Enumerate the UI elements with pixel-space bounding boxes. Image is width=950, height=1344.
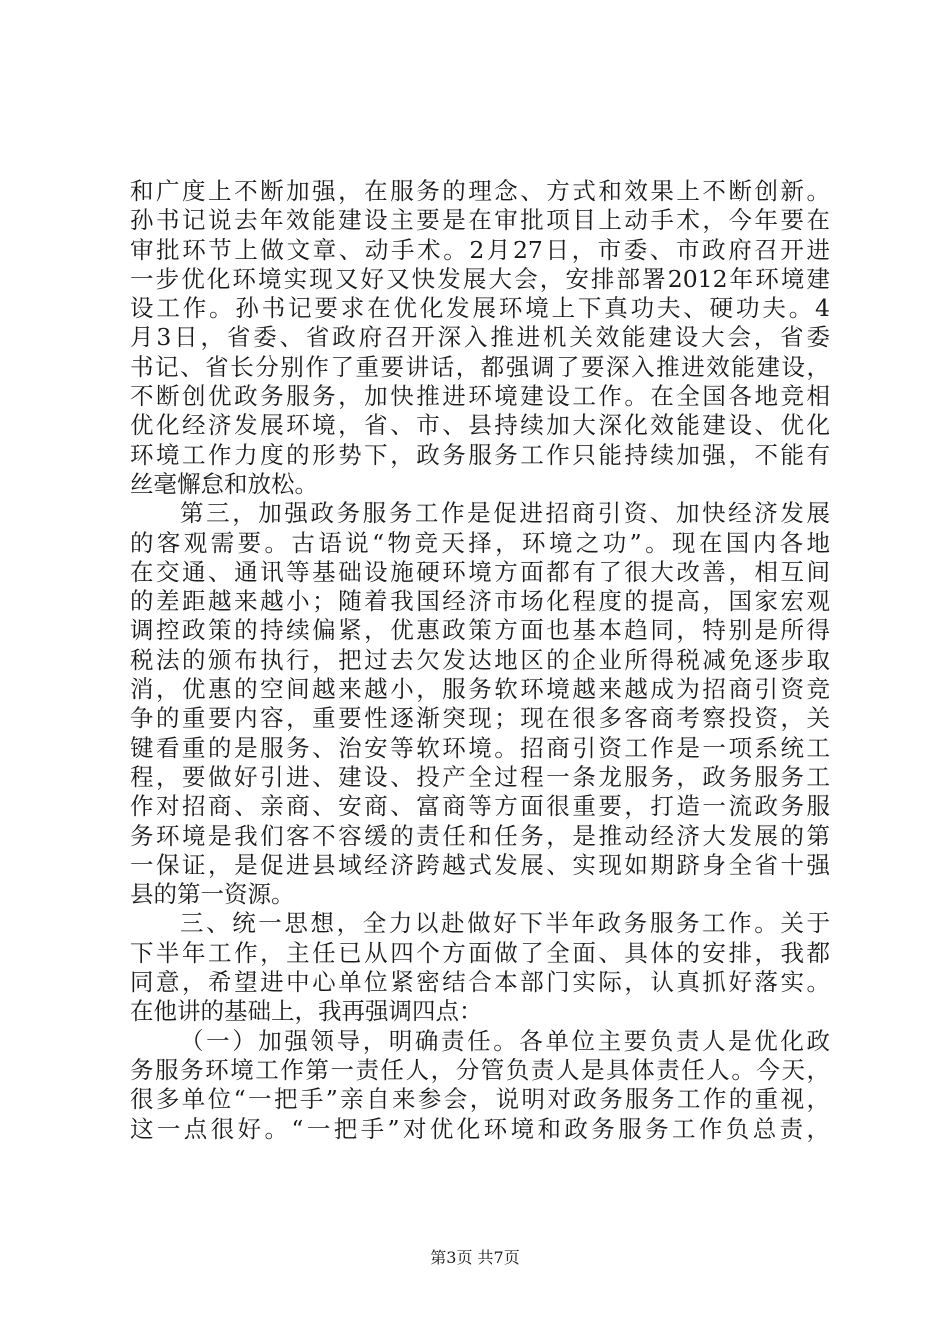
text-line: 消，优惠的空间越来越小，服务软环境越来越成为招商引资竞 <box>130 675 830 704</box>
page-footer: 第3页 共7页 <box>430 1248 520 1267</box>
text-line: 审批环节上做文章、动手术。2月27日，市委、市政府召开进 <box>130 235 830 264</box>
text-line: 县的第一资源。 <box>130 880 295 909</box>
text-line: 不断创优政务服务，加快推进环境建设工作。在全国各地竞相 <box>130 382 830 411</box>
text-line: 同意，希望进中心单位紧密结合本部门实际，认真抓好落实。 <box>130 968 830 997</box>
document-body <box>130 177 830 1144</box>
text-line: 孙书记说去年效能建设主要是在审批项目上动手术，今年要在 <box>130 206 830 235</box>
text-line: 键看重的是服务、治安等软环境。招商引资工作是一项系统工 <box>130 733 830 762</box>
text-line: 争的重要内容，重要性逐渐突现；现在很多客商考察投资，关 <box>130 704 830 733</box>
text-line: 下半年工作，主任已从四个方面做了全面、具体的安排，我都 <box>130 938 830 967</box>
text-line: 丝毫懈怠和放松。 <box>130 469 318 498</box>
text-line: 的差距越来越小；随着我国经济市场化程度的提高，国家宏观 <box>130 587 830 616</box>
text-line: 优化经济发展环境，省、市、县持续加大深化效能建设、优化 <box>130 411 830 440</box>
text-line: （一）加强领导，明确责任。各单位主要负责人是优化政 <box>180 1026 830 1055</box>
text-line: 务环境是我们客不容缓的责任和任务，是推动经济大发展的第 <box>130 821 830 850</box>
text-line: 在交通、通讯等基础设施硬环境方面都有了很大改善，相互间 <box>130 557 830 586</box>
text-line: 很多单位“一把手”亲自来参会，说明对政务服务工作的重视， <box>130 1085 830 1114</box>
text-line: 这一点很好。“一把手”对优化环境和政务服务工作负总责， <box>130 1114 830 1143</box>
text-line: 作对招商、亲商、安商、富商等方面很重要，打造一流政务服 <box>130 792 830 821</box>
text-line: 月3日，省委、省政府召开深入推进机关效能建设大会，省委 <box>130 323 830 352</box>
text-line: 第三，加强政务服务工作是促进招商引资、加快经济发展 <box>180 499 830 528</box>
text-line: 书记、省长分别作了重要讲话，都强调了要深入推进效能建设， <box>130 352 830 381</box>
text-line: 环境工作力度的形势下，政务服务工作只能持续加强，不能有 <box>130 440 830 469</box>
text-line: 调控政策的持续偏紧，优惠政策方面也基本趋同，特别是所得 <box>130 616 830 645</box>
text-line: 程，要做好引进、建设、投产全过程一条龙服务，政务服务工 <box>130 762 830 791</box>
text-line: 的客观需要。古语说“物竞天择，环境之功”。现在国内各地 <box>130 528 830 557</box>
text-line: 税法的颁布执行，把过去欠发达地区的企业所得税减免逐步取 <box>130 645 830 674</box>
text-line: 三、统一思想，全力以赴做好下半年政务服务工作。关于 <box>180 909 830 938</box>
text-line: 和广度上不断加强，在服务的理念、方式和效果上不断创新。 <box>130 177 830 205</box>
text-line: 在他讲的基础上，我再强调四点： <box>130 997 483 1026</box>
text-line: 一保证，是促进县域经济跨越式发展、实现如期跻身全省十强 <box>130 850 830 879</box>
text-line: 设工作。孙书记要求在优化发展环境上下真功夫、硬功夫。4 <box>130 294 830 323</box>
text-line: 务服务环境工作第一责任人，分管负责人是具体责任人。今天， <box>130 1055 830 1084</box>
text-line: 一步优化环境实现又好又快发展大会，安排部署2012年环境建 <box>130 264 830 293</box>
